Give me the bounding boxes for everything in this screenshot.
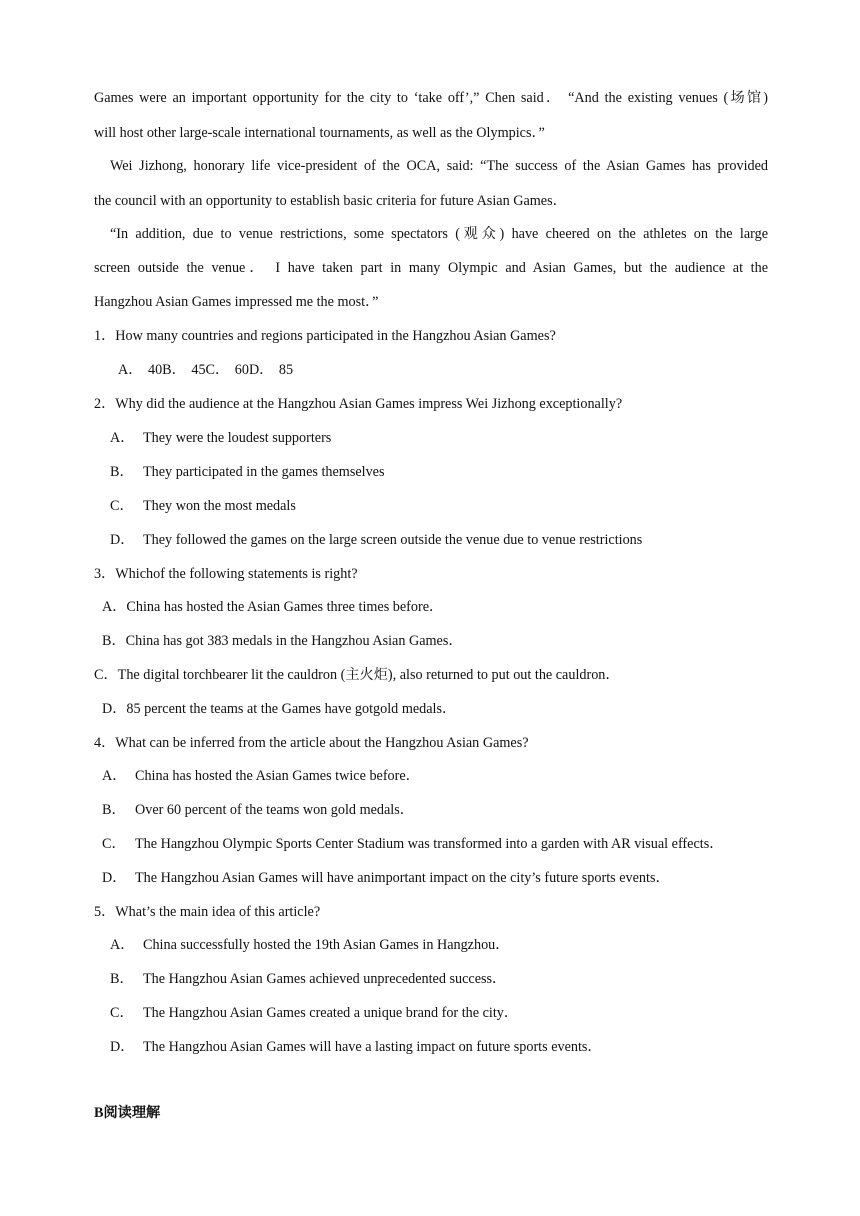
passage-line: “In addition, due to venue restrictions, some spectators (观众) have cheered on the athletes on the large bbox=[110, 226, 768, 242]
option-text: The Hangzhou Asian Games created a unique brand for the city． bbox=[143, 1005, 519, 1021]
option-text: The Hangzhou Asian Games achieved unprecedented success． bbox=[143, 971, 507, 987]
option-text: C．The digital torchbearer lit the cauldron (主火炬), also returned to put out the cauldron． bbox=[94, 667, 620, 683]
option-text: China has hosted the Asian Games twice before． bbox=[135, 768, 420, 784]
passage-line: will host other large-scale international tournaments, as well as the Olympics．” bbox=[94, 125, 545, 141]
question-2-stem: 2．Why did the audience at the Hangzhou Asian Games impress Wei Jizhong exceptionally? bbox=[94, 396, 623, 412]
section-heading: B阅读理解 bbox=[94, 1105, 161, 1121]
passage-paragraph-2 bbox=[110, 150, 768, 184]
option-text: Over 60 percent of the teams won gold medals． bbox=[135, 802, 414, 818]
option-text: The Hangzhou Olympic Sports Center Stadium was transformed into a garden with AR visual effects． bbox=[135, 836, 724, 852]
option-letter: C． bbox=[110, 1005, 134, 1021]
option-letter: B． bbox=[110, 464, 134, 480]
option-text: They won the most medals bbox=[143, 498, 296, 514]
option-letter: A． bbox=[110, 430, 135, 446]
option-letter: C． bbox=[110, 498, 134, 514]
passage-line: screen outside the venue． I have taken part in many Olympic and Asian Games, but the audience at the bbox=[94, 260, 768, 276]
passage-line: Games were an important opportunity for the city to ‘take off’,” Chen said． “And the existing venues (场馆) bbox=[94, 90, 768, 106]
question-5-stem: 5．What’s the main idea of this article? bbox=[94, 904, 321, 920]
option-text: B．China has got 383 medals in the Hangzhou Asian Games． bbox=[102, 633, 463, 649]
option-letter: C． bbox=[102, 836, 126, 852]
option-letter: A． bbox=[102, 768, 127, 784]
passage-line: the council with an opportunity to establish basic criteria for future Asian Games． bbox=[94, 193, 567, 209]
option-letter: D． bbox=[110, 532, 135, 548]
option-letter: D． bbox=[110, 1039, 135, 1055]
option-text: China successfully hosted the 19th Asian Games in Hangzhou． bbox=[143, 937, 510, 953]
option-text: They participated in the games themselves bbox=[143, 464, 385, 480]
passage-line: Hangzhou Asian Games impressed me the most．” bbox=[94, 294, 379, 310]
question-3-stem: 3．Whichof the following statements is right? bbox=[94, 566, 358, 582]
option-text: They followed the games on the large screen outside the venue due to venue restrictions bbox=[143, 532, 643, 548]
option-letter: A． bbox=[110, 937, 135, 953]
option-letter: D． bbox=[102, 870, 127, 886]
passage-paragraph-3-cont bbox=[94, 252, 768, 286]
option-text: They were the loudest supporters bbox=[143, 430, 332, 446]
question-1-stem: 1．How many countries and regions participated in the Hangzhou Asian Games? bbox=[94, 328, 556, 344]
passage-line: Wei Jizhong, honorary life vice-president of the OCA, said: “The success of the Asian Games has provided bbox=[110, 158, 768, 174]
question-1-options: A． 40B． 45C． 60D． 85 bbox=[118, 362, 294, 378]
passage-paragraph-3 bbox=[110, 218, 768, 252]
passage-paragraph-1 bbox=[94, 82, 768, 116]
option-text: A．China has hosted the Asian Games three times before． bbox=[102, 599, 444, 615]
option-letter: B． bbox=[102, 802, 126, 818]
option-letter: B． bbox=[110, 971, 134, 987]
question-4-stem: 4．What can be inferred from the article about the Hangzhou Asian Games? bbox=[94, 735, 529, 751]
option-text: The Hangzhou Asian Games will have animportant impact on the city’s future sports events． bbox=[135, 870, 670, 886]
option-text: D．85 percent the teams at the Games have gotgold medals． bbox=[102, 701, 457, 717]
option-text: The Hangzhou Asian Games will have a lasting impact on future sports events． bbox=[143, 1039, 602, 1055]
